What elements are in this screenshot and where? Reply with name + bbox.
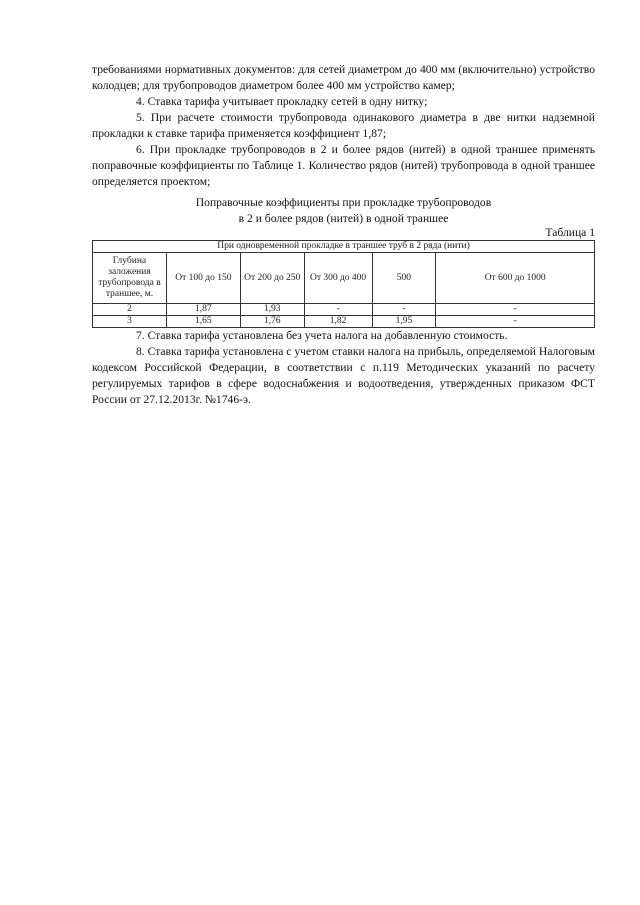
table-cell: 1,95 [372, 316, 436, 328]
column-header-100-150: От 100 до 150 [166, 253, 240, 304]
table-cell: - [304, 304, 372, 316]
paragraph-item-5: 5. При расчете стоимости трубопровода одинакового диаметра в две нитки надземной прокладки к ставке тарифа применяется коэффициент 1,87; [92, 111, 595, 140]
column-header-600-1000: От 600 до 1000 [436, 253, 595, 304]
table-cell: - [436, 304, 595, 316]
paragraph-item-4: 4. Ставка тарифа учитывает прокладку сетей в одну нитку; [136, 95, 428, 108]
table-cell: 2 [93, 304, 167, 316]
table-cell: 1,65 [166, 316, 240, 328]
table-cell: 1,93 [240, 304, 304, 316]
column-header-200-250: От 200 до 250 [240, 253, 304, 304]
paragraph-item-7: 7. Ставка тарифа установлена без учета налога на добавленную стоимость. [136, 329, 508, 342]
table-row [93, 304, 595, 316]
table-span-header-row [93, 241, 595, 253]
paragraph-continuation: требованиями нормативных документов: для сетей диаметром до 400 мм (включительно) устройство колодцев; для трубопроводов диаметром более 400 мм устройство камер; [92, 63, 595, 92]
body-text-top [92, 62, 595, 190]
paragraph-item-6: 6. При прокладке трубопроводов в 2 и более рядов (нитей) в одной траншее применять поправочные коэффициенты по Таблице 1. Количество рядов (нитей) трубопровода в одной траншее определяется проектом; [92, 143, 595, 188]
table-cell: 1,76 [240, 316, 304, 328]
table-caption [92, 195, 595, 227]
table-caption-line-1: Поправочные коэффициенты при прокладке трубопроводов [195, 196, 492, 209]
table-column-header-row [93, 253, 595, 304]
column-header-500: 500 [372, 253, 436, 304]
column-header-300-400: От 300 до 400 [304, 253, 372, 304]
table-number-label: Таблица 1 [545, 226, 595, 239]
column-header-depth: Глубина заложения трубопровода в траншее, м. [93, 253, 167, 304]
table-cell: 1,82 [304, 316, 372, 328]
paragraph-item-8: 8. Ставка тарифа установлена с учетом ставки налога на прибыль, определяемой Налоговым кодексом Российской Федерации, в соответствии с п.119 Методических указаний по расчету регулируемых тарифов в сфере водоснабжения и водоотведения, утвержденных приказом ФСТ России от 27.12.2013г. №1746-э. [92, 345, 595, 406]
table-cell: - [436, 316, 595, 328]
correction-coefficients-table [92, 240, 595, 328]
table-row [93, 316, 595, 328]
table-cell: 3 [93, 316, 167, 328]
body-text-bottom [92, 328, 595, 408]
table-cell: - [372, 304, 436, 316]
table-cell: 1,87 [166, 304, 240, 316]
table-caption-line-2: в 2 и более рядов (нитей) в одной траншее [238, 212, 449, 225]
table-span-header: При одновременной прокладке в траншее труб в 2 ряда (нити) [93, 241, 595, 253]
